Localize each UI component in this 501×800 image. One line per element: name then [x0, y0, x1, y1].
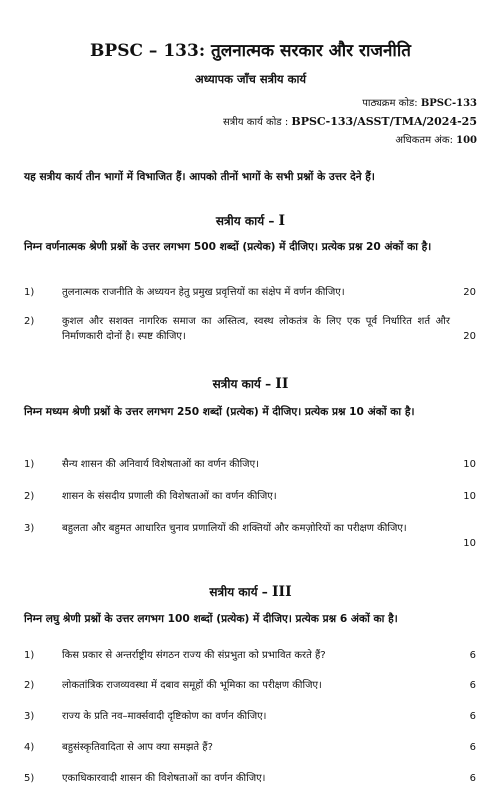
question-item	[24, 740, 480, 755]
question-text: शासन के संसदीय प्रणाली की विशेषताओं का वर्णन कीजिए।	[62, 491, 277, 502]
question-marks: 6	[469, 680, 476, 691]
section-title-prefix: सत्रीय कार्य –	[209, 585, 268, 599]
question-text: सैन्य शासन की अनिवार्य विशेषताओं का वर्णन कीजिए।	[62, 459, 259, 470]
question-text: लोकतांत्रिक राजव्यवस्था में दबाव समूहों की भूमिका का परीक्षण कीजिए।	[62, 680, 322, 691]
question-number: 1)	[24, 287, 35, 298]
max-marks-label: अधिकतम अंक:	[395, 135, 453, 146]
question-marks: 10	[463, 538, 476, 549]
section-title	[0, 212, 501, 229]
question-number: 3)	[24, 523, 35, 534]
question-marks: 6	[469, 650, 476, 661]
question-number: 2)	[24, 491, 35, 502]
section-roman-numeral: III	[271, 584, 292, 600]
section-instruction: निम्न लघु श्रेणी प्रश्नों के उत्तर लगभग 100 शब्दों (प्रत्येक) में दीजिए। प्रत्येक प्रश्न 6 अंकों का है।	[24, 613, 398, 625]
question-item	[24, 457, 480, 472]
question-text: राज्य के प्रति नव–मार्क्सवादी दृष्टिकोण का वर्णन कीजिए।	[62, 711, 267, 722]
question-item	[24, 314, 480, 344]
question-marks: 10	[463, 491, 476, 502]
question-item	[24, 285, 480, 300]
question-text: बहुसंस्कृतिवादिता से आप क्या समझते हैं?	[62, 742, 213, 753]
question-marks: 6	[469, 742, 476, 753]
section-title	[0, 583, 501, 600]
question-marks: 20	[463, 287, 476, 298]
assignment-code-label: सत्रीय कार्य कोड :	[222, 117, 289, 128]
assignment-code-value: BPSC-133/ASST/TMA/2024-25	[291, 115, 477, 128]
question-number: 5)	[24, 773, 35, 784]
course-code-line	[362, 95, 477, 109]
question-text: किस प्रकार से अन्तर्राष्ट्रीय संगठन राज्य की संप्रभुता को प्रभावित करते हैं?	[62, 650, 326, 661]
question-item	[24, 771, 480, 786]
question-item	[24, 648, 480, 663]
question-item	[24, 521, 480, 549]
max-marks-line	[395, 132, 477, 146]
question-number: 1)	[24, 650, 35, 661]
question-item	[24, 678, 480, 693]
question-marks: 10	[463, 459, 476, 470]
section-roman-numeral: I	[278, 213, 286, 229]
section-title	[0, 375, 501, 392]
assignment-code-line	[223, 114, 477, 128]
intro-instruction: यह सत्रीय कार्य तीन भागों में विभाजित हैं। आपको तीनों भागों के सभी प्रश्नों के उत्तर देने हैं।	[24, 171, 375, 183]
question-item	[24, 709, 480, 724]
question-marks: 6	[469, 711, 476, 722]
course-code-value: BPSC-133	[420, 98, 477, 109]
section-instruction: निम्न वर्णनात्मक श्रेणी प्रश्नों के उत्तर लगभग 500 शब्दों (प्रत्येक) में दीजिए। प्रत्येक प्रश्न 20 अंकों का है।	[24, 241, 432, 253]
question-item	[24, 489, 480, 504]
question-marks: 6	[469, 773, 476, 784]
section-title-prefix: सत्रीय कार्य –	[212, 377, 272, 391]
question-marks: 20	[463, 331, 476, 342]
question-number: 4)	[24, 742, 35, 753]
question-text: तुलनात्मक राजनीति के अध्ययन हेतु प्रमुख प्रवृत्तियों का संक्षेप में वर्णन कीजिए।	[62, 287, 345, 298]
question-text: एकाधिकारवादी शासन की विशेषताओं का वर्णन कीजिए।	[62, 773, 266, 784]
question-text: बहुलता और बहुमत आधारित चुनाव प्रणालियों की शक्तियों और कमज़ोरियों का परीक्षण कीजिए।	[62, 523, 407, 534]
question-number: 2)	[24, 316, 35, 327]
section-title-prefix: सत्रीय कार्य –	[215, 214, 275, 228]
question-number: 2)	[24, 680, 35, 691]
max-marks-value: 100	[456, 135, 477, 146]
section-roman-numeral: II	[275, 376, 289, 392]
question-number: 1)	[24, 459, 35, 470]
document-subtitle: अध्यापक जाँच सत्रीय कार्य	[194, 72, 307, 86]
section-instruction: निम्न मध्यम श्रेणी प्रश्नों के उत्तर लगभग 250 शब्दों (प्रत्येक) में दीजिए। प्रत्येक प्रश्न 10 अंकों का है।	[24, 406, 415, 418]
document-title: BPSC – 133: तुलनात्मक सरकार और राजनीति	[90, 41, 411, 61]
question-number: 3)	[24, 711, 35, 722]
course-code-label: पाठ्यक्रम कोड:	[362, 98, 418, 109]
question-text: कुशल और सशक्त नागरिक समाज का अस्तित्व, स्वस्थ लोकतंत्र के लिए एक पूर्व निर्धारित शर्त और निर्माणकारी दोनों है। स्पष्ट कीजिए।	[62, 316, 450, 342]
